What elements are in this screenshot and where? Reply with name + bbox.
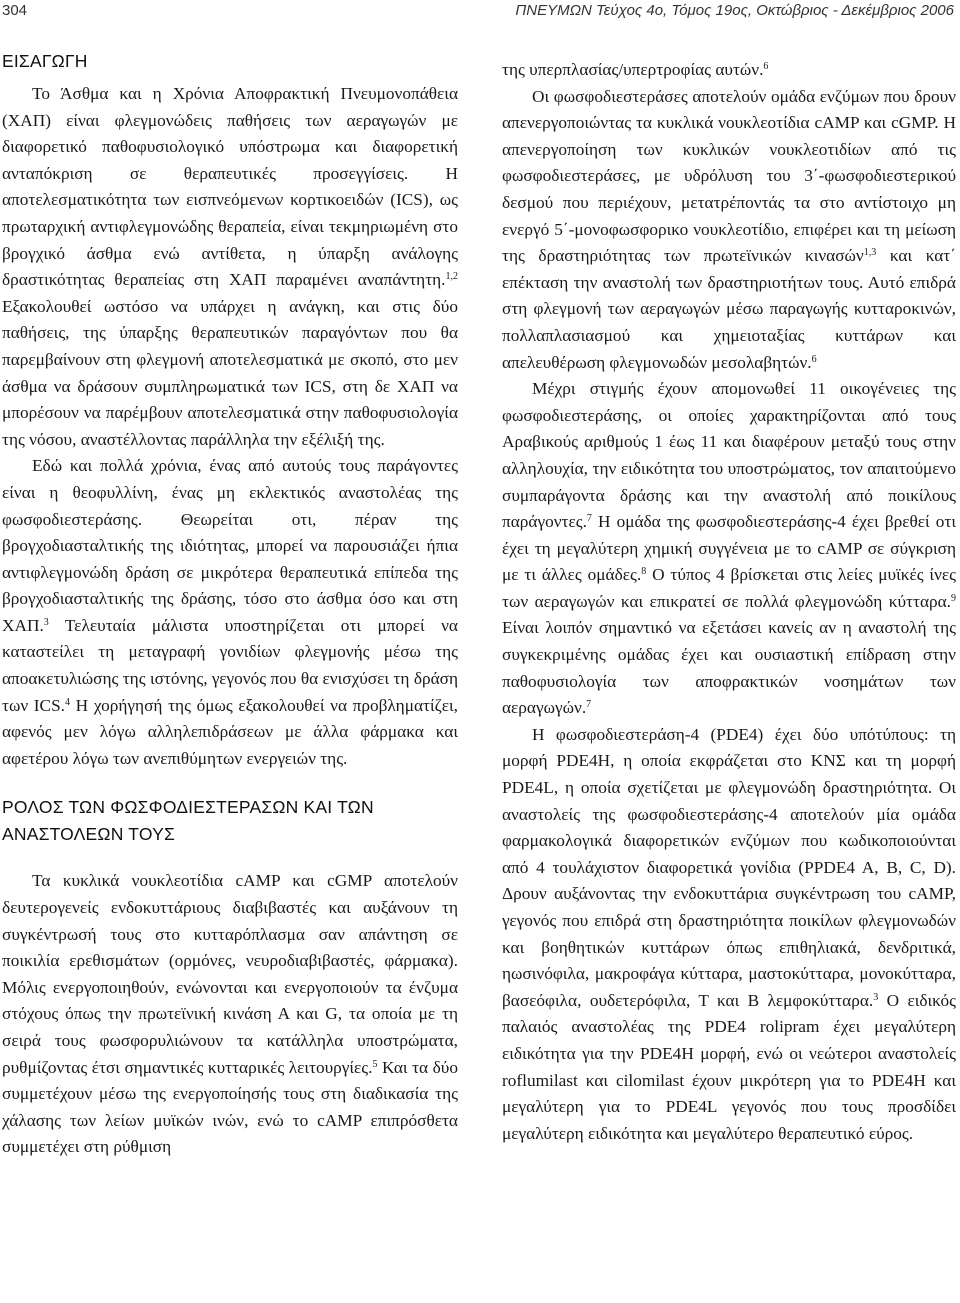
page-number: 304: [2, 2, 28, 19]
citation-ref: 5: [372, 1058, 378, 1070]
left-column: [2, 48, 458, 1161]
citation-ref: 1,2: [445, 271, 458, 283]
paragraph: Το Άσθμα και η Χρόνια Αποφρακτική Πνευμονοπάθεια (ΧΑΠ) είναι φλεγμονώδεις παθήσεις των αεραγωγών με διαφορετικό παθοφυσιολογικό υπόστρωμα και διαφορετική ανταπόκριση σε θεραπευτικές προσεγγίσεις. Η αποτελεσματικότητα των εισπνεόμενων κορτικοειδών (ICS), ως πρωταρχική αντιφλεγμονώδης θεραπεία, είναι τεκμηριωμένη στο βρογχικό άσθμα ενώ αντίθετα, η ύπαρξη ανάλογης δραστικότητας θεραπείας στη ΧΑΠ παραμένει αναπάντητη.$^{1,2}$ Εξακολουθεί ωστόσο να υπάρχει η ανάγκη, και στις δύο παθήσεις, της ύπαρξης θεραπευτικών παραγόντων που θα παρεμβαίνουν στη φλεγμονή αποτελεσματικά με σκοπό, στο μεν άσθμα να δράσουν συμπληρωματικά των ICS, στη δε ΧΑΠ να μπορέσουν να παρέμβουν αποτελεσματικά στην παθοφυσιολογία της νόσου, αναστέλλοντας παράλληλα την εξέλιξή της.: [2, 84, 458, 449]
right-column: [502, 57, 956, 1147]
citation-ref: 6: [763, 61, 769, 72]
citation-ref: 9: [951, 592, 956, 604]
section-title-introduction: ΕΙΣΑΓΩΓΗ: [2, 51, 88, 71]
citation-ref: 3: [43, 616, 49, 628]
paragraph: Εδώ και πολλά χρόνια, ένας από αυτούς τους παράγοντες είναι η θεοφυλλίνη, ένας μη εκλεκτικός αναστολέας της φωσφοδιεστεράσης. Θεωρείται οτι, πέραν της βρογχοδιασταλτικής της ιδιότητας, μπορεί να παρουσιάζει ήπια αντιφλεγμονώδη δράση σε μικρότερα θεραπευτικά επίπεδα της βρογχοδιασταλτικής της δράσης, τόσο στο άσθμα όσο και στη ΧΑΠ.$^3$ Τελευταία μάλιστα υποστηρίζεται οτι μπορεί να καταστείλει τη μεταγραφή γονιδίων φλεγμονής μέσω της αποακετυλιώσης της ιστόνης, γεγονός που θα ενισχύσει τη δράση των ICS.$^4$ Η χορήγησή της όμως εξακολουθεί να προβληματίζει, αφενός μεν λόγω αλληλεπιδράσεων με άλλα φάρμακα και αφετέρου λόγω των ανεπιθύμητων ενεργειών της.: [2, 456, 458, 768]
citation-ref: 7: [586, 513, 592, 525]
running-header: [0, 2, 960, 28]
paragraph: Οι φωσφοδιεστεράσες αποτελούν ομάδα ενζύμων που δρουν απενεργοποιώντας τα κυκλικά νουκλεοτίδια cAMP και cGMP. Η απενεργοποίηση των κυκλικών νουκλεοτιδίων από τις φωσφοδιεστεράσες, με υδρόλυση του 3΄-φωσφοδιεστερικού δεσμού που περιέχουν, μετατρέποντάς τα στο αντίστοιχο μη ενεργό 5΄-μονοφωσφορικο νουκλεοτίδιο, επιφέρει και τη μείωση της δραστηριότητας των πρωτεϊνικών κινασών$^{1,3}$ και κατ΄ επέκταση την αναστολή των δραστηριοτήτων τους. Αυτό επιδρά στη φλεγμονή των αεραγωγών μέσω παραγωγής κυτταροκινών, πολλαπλασιασμού και χημειοταξίας κυττάρων και απελευθέρωση φλεγμονωδών μεσολαβητών.$^6$: [502, 86, 957, 372]
citation-ref: 3: [873, 991, 879, 1003]
paragraph: Η φωσφοδιεστεράση-4 (PDE4) έχει δύο υπότύπους: τη μορφή PDE4H, η οποία εκφράζεται στο ΚΝΣ και τη μορφή PDE4L, η οποία σχετίζεται με φλεγμονώδη δραστηριότητα. Οι αναστολείς της φωσφοδιεστεράσης-4 αποτελούν μία ομάδα φαρμακολογικά διαφορετικών ενζύμων που κωδικοποιούνται από 4 τουλάχιστον διαφορετικά γονίδια (PPDE4 A, B, C, D). Δρουν αυξάνοντας την ενδοκυττάρια συγκέντρωση του cAMP, γεγονός που επιδρά στη δραστηριότητα ποικίλων φλεγμονωδών και βοηθητικών κυττάρων όπως επιθηλιακά, δενδριτικά, ηωσινόφιλα, μακροφάγα κύτταρα, μαστοκύτταρα, μονοκύτταρα, βασεόφιλα, ουδετερόφιλα, Τ και Β λεμφοκύτταρα.$^3$ Ο ειδικός παλαιός αναστολέας της PDE4 rolipram έχει μεγαλύτερη ειδικότητα για την PDE4H μορφή, ενώ οι νεώτεροι αναστολείς roflumilast και cilomilast έχουν μικρότερη για το PDE4H και μεγαλύτερη για το PDE4L γεγονός που τους προσδίδει μεγαλύτερη ειδικότητα και μεγαλύτερο θεραπευτικό εύρος.: [502, 724, 956, 1143]
section-title-pde-role: ΡΟΛΟΣ ΤΩΝ ΦΩΣΦΟΔΙΕΣΤΕΡΑΣΩΝ ΚΑΙ ΤΩΝ ΑΝΑΣΤΟΛΕΩΝ ΤΟΥΣ: [2, 797, 374, 845]
citation-ref: 7: [586, 699, 592, 711]
paragraph: Μέχρι στιγμής έχουν απομονωθεί 11 οικογένειες της φωσφοδιεστεράσης, οι οποίες χαρακτηρίζονται από τους Αραβικούς αριθμούς 1 έως 11 και διαφέρουν μεταξύ τους στην αλληλουχία, την ειδικότητα του υποστρώματος, τον απαιτούμενο συμπαράγοντα δράσης και την αναστολή από ποικίλους παράγοντες.$^7$ Η ομάδα της φωσφοδιεστεράσης-4 έχει βρεθεί οτι έχει τη μεγαλύτερη χημική συγγένεια με το cAMP σε σύγκριση με τι άλλες ομάδες.$^8$ Ο τύπος 4 βρίσκεται στις λείες μυϊκές ίνες των αεραγωγών και επικρατεί σε πολλά φλεγμονώδη κύτταρα.$^9$ Είναι λοιπόν σημαντικό να εξετάσει κανείς αν η αναστολή της συγκεκριμένης ομάδας έχει και ουσιαστική επίδραση στην παθοφυσιολογία των αποφρακτικών νοσημάτων των αεραγωγών.$^7$: [502, 379, 956, 718]
citation-ref: 4: [65, 696, 71, 708]
citation-ref: 1,3: [863, 247, 877, 259]
paragraph: Τα κυκλικά νουκλεοτίδια cAMP και cGMP αποτελούν δευτερογενείς ενδοκυττάριους διαβιβαστές και αυξάνουν τη συγκέντρωσή τους στο κυτταρόπλασμα σαν απάντηση σε ποικιλία ερεθισμάτων (ορμόνες, νευροδιαβιβαστές, φάρμακα). Μόλις ενεργοποιηθούν, ενώνονται και ενεργοποιούν τα ένζυμα στόχους όπως την πρωτεϊνική κινάση Α και G, τα οποία με τη σειρά τους φωσφορυλιώνουν τα κατάλληλα υποστρώματα, ρυθμίζοντας έτσι σημαντικές κυτταρικές λειτουργίες.$^5$ Και τα δύο συμμετέχουν μέσω της ενεργοποίησής τους στη διαδικασία της χάλασης των λείων μυϊκών ινών, ενώ το cAMP επιπρόσθετα συμμετέχει στη ρύθμιση: [2, 871, 458, 1157]
citation-ref: 6: [811, 353, 817, 365]
journal-info: ΠΝΕΥΜΩΝ Τεύχος 4ο, Τόμος 19ος, Οκτώβριος - Δεκέμβριος 2006: [515, 2, 954, 19]
citation-ref: 8: [641, 566, 647, 578]
paragraph: της υπερπλασίας/υπερτροφίας αυτών.$^6$: [502, 60, 769, 79]
